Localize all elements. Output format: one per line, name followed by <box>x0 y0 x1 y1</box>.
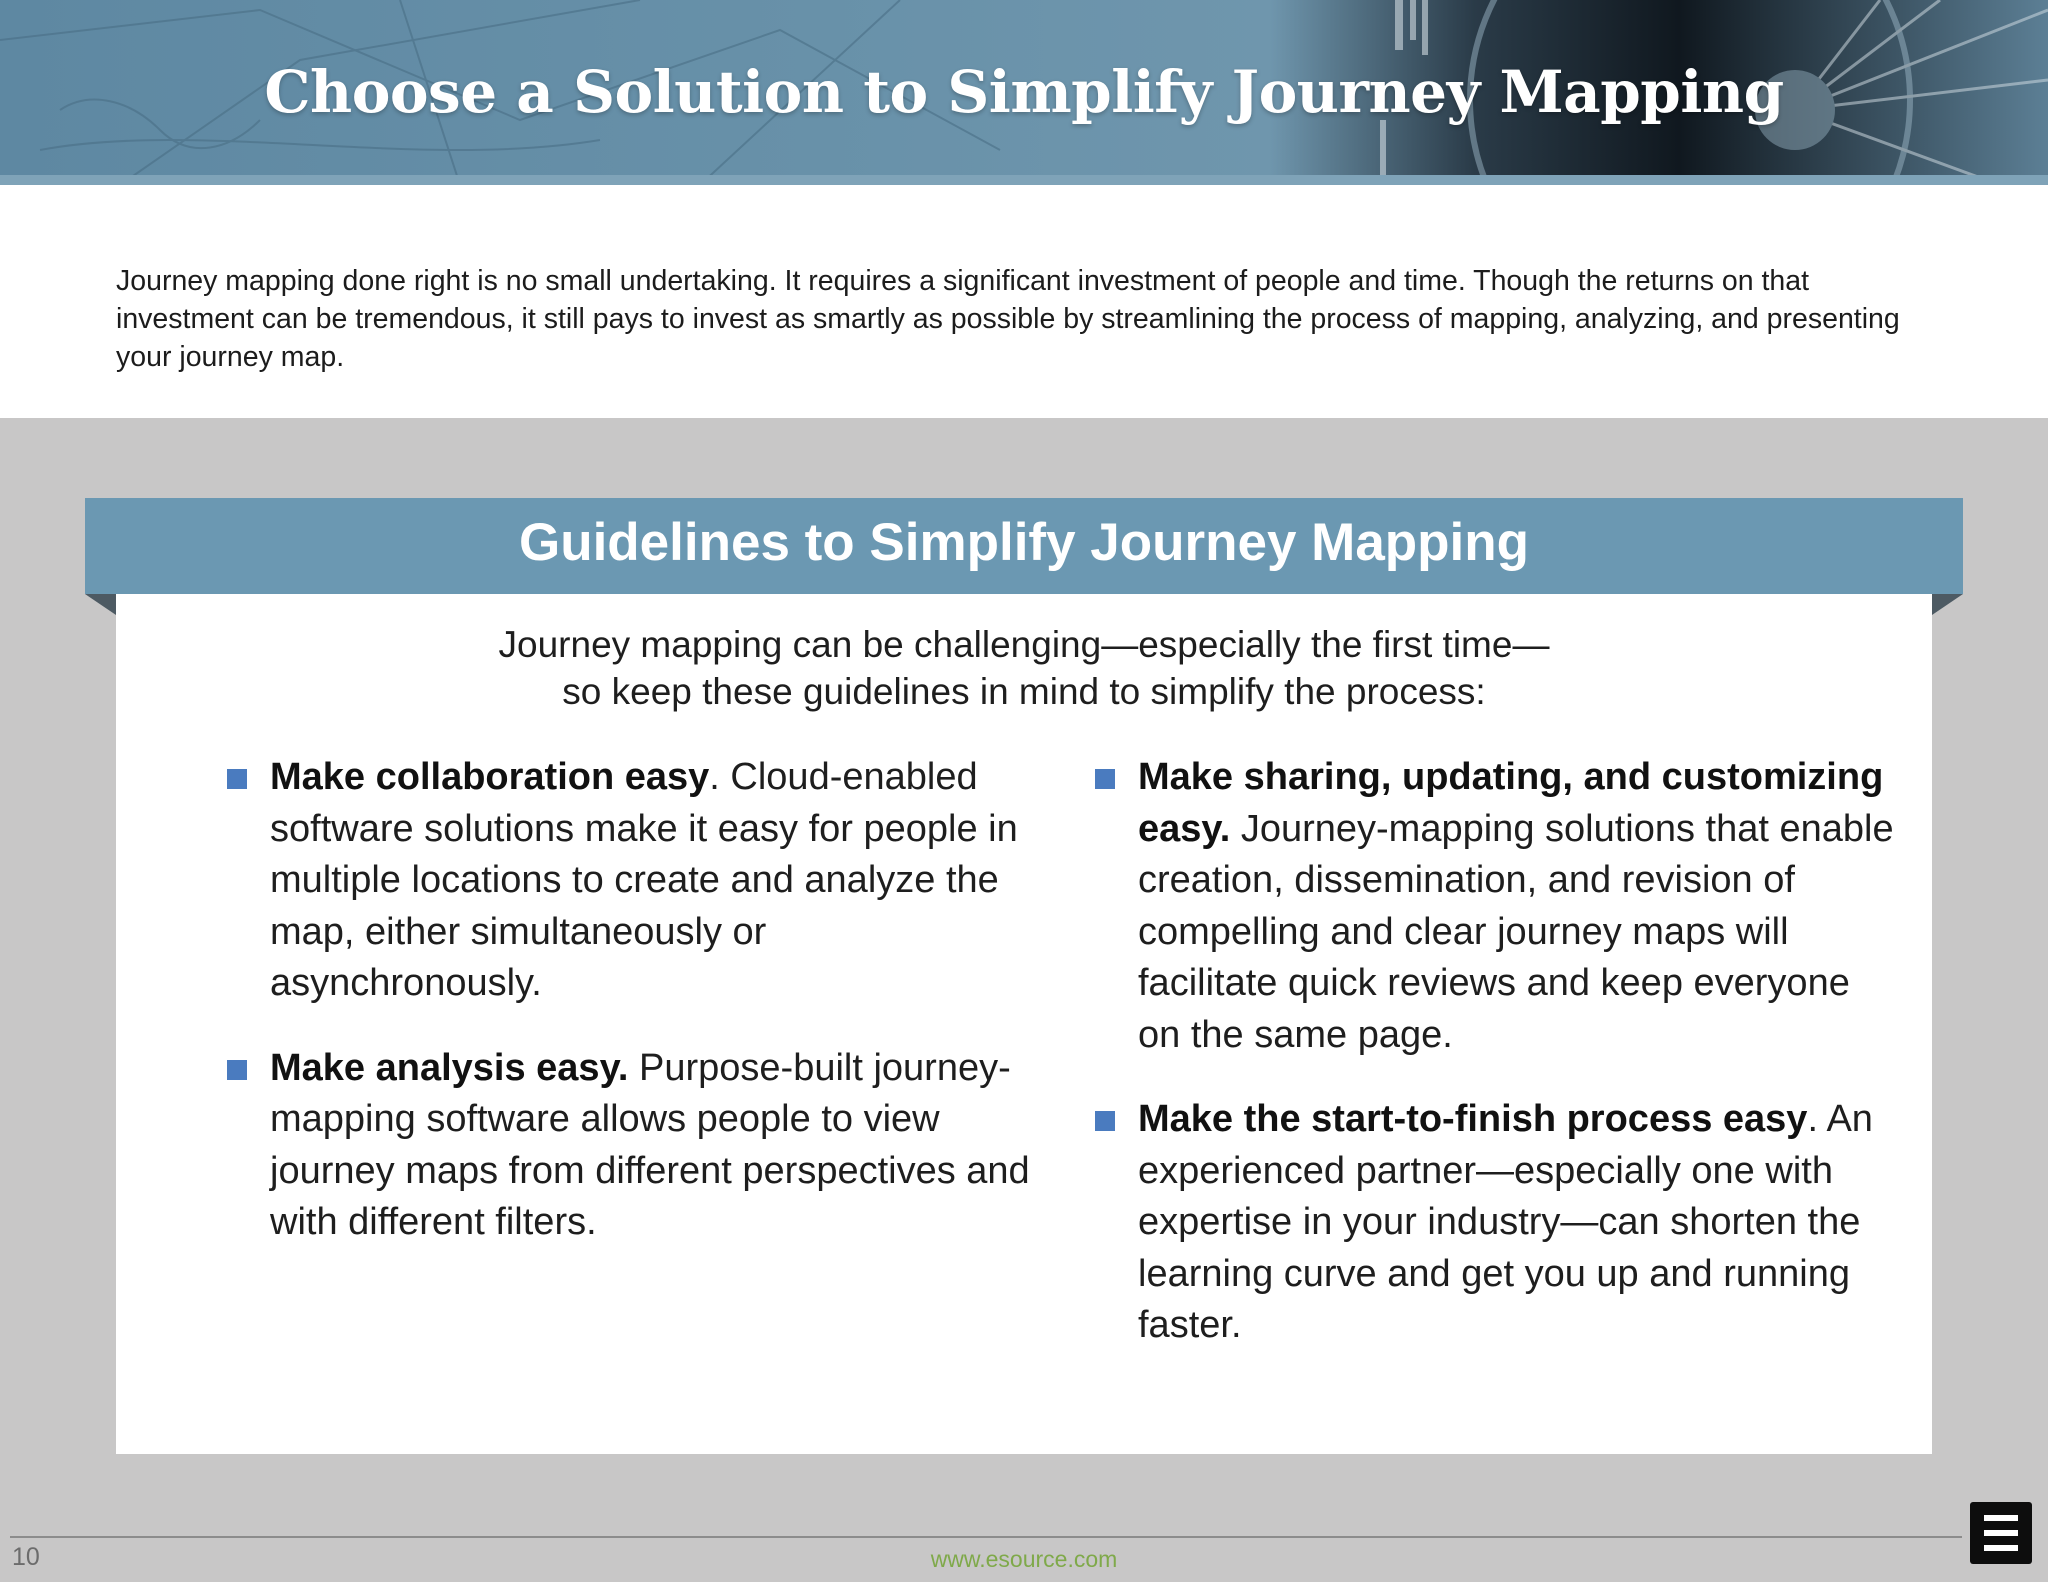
menu-bar <box>1984 1530 2018 1536</box>
ribbon-fold-left <box>85 594 116 615</box>
menu-bar <box>1984 1545 2018 1551</box>
page-number: 10 <box>12 1543 40 1571</box>
guidelines-subtitle-line1: Journey mapping can be challenging—especially the first time— <box>498 624 1550 665</box>
guideline-item-process <box>1094 1094 1894 1352</box>
guideline-heading: Make collaboration easy <box>270 756 710 798</box>
guideline-body: . An experienced partner—especially one with expertise in your industry—can shorten the learning curve and get you up and running faster. <box>1138 1098 1873 1346</box>
intro-paragraph: Journey mapping done right is no small undertaking. It requires a significant investment of people and time. Though the returns on that investment can be tremendous, it still pays to invest as smartly as possible by streamlining the process of mapping, analyzing, and presenting your journey map. <box>116 265 1900 373</box>
guideline-item-collaboration <box>226 752 1046 1010</box>
menu-icon[interactable] <box>1970 1502 2032 1564</box>
guidelines-subtitle-line2: so keep these guidelines in mind to simplify the process: <box>562 671 1486 712</box>
guideline-body: . Cloud-enabled software solutions make it easy for people in multiple locations to create and analyze the map, either simultaneously or asynchronously. <box>270 756 1018 1004</box>
menu-bar <box>1984 1515 2018 1521</box>
square-bullet-icon <box>227 1060 247 1080</box>
footer-divider <box>10 1536 1962 1538</box>
guideline-heading: Make sharing, updating, and customizing easy. <box>1138 756 1884 850</box>
square-bullet-icon <box>1095 1111 1115 1131</box>
guideline-item-sharing <box>1094 752 1894 1061</box>
square-bullet-icon <box>1095 769 1115 789</box>
square-bullet-icon <box>227 769 247 789</box>
footer-website-link[interactable]: www.esource.com <box>930 1546 1118 1572</box>
header-banner <box>0 0 2048 185</box>
guideline-item-analysis <box>226 1043 1046 1249</box>
page-title: Choose a Solution to Simplify Journey Mapping <box>264 58 1784 126</box>
guideline-body: Journey-mapping solutions that enable creation, dissemination, and revision of compelling and clear journey maps will facilitate quick reviews and keep everyone on the same page. <box>1138 807 1894 1056</box>
guideline-body: Purpose-built journey-mapping software allows people to view journey maps from different perspectives and with different filters. <box>270 1046 1030 1243</box>
banner-bottom-strip <box>0 175 2048 185</box>
guidelines-title: Guidelines to Simplify Journey Mapping <box>518 513 1530 572</box>
guidelines-column-left <box>226 752 1046 1249</box>
ribbon-fold-right <box>1932 594 1963 615</box>
guideline-heading: Make the start-to-finish process easy <box>1138 1098 1808 1140</box>
guideline-heading: Make analysis easy. <box>270 1046 629 1089</box>
guidelines-ribbon <box>85 498 1963 594</box>
guidelines-subtitle <box>116 621 1932 715</box>
guidelines-column-right <box>1094 752 1894 1352</box>
